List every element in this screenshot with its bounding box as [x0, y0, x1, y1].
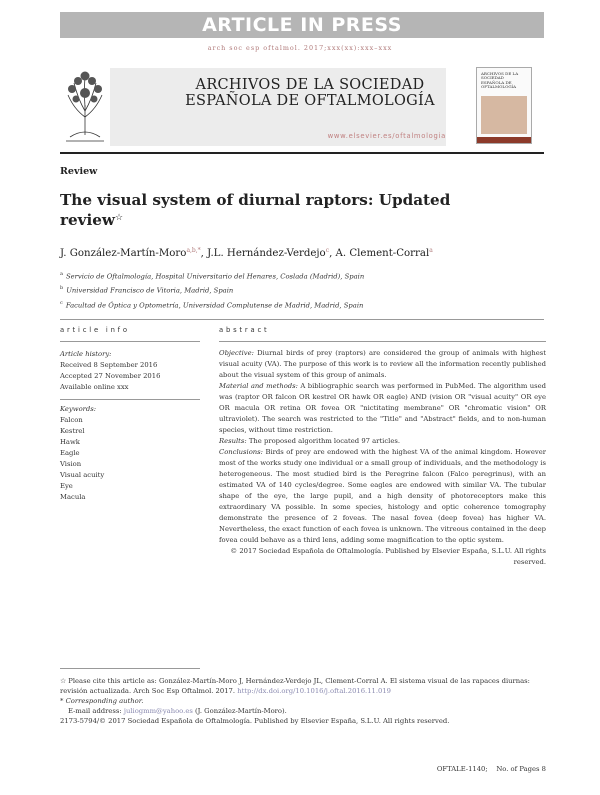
journal-name	[180, 77, 440, 109]
email-owner: (J. González-Martín-Moro).	[195, 707, 287, 715]
divider	[219, 341, 546, 342]
email-link[interactable]: juliogmm@yahoo.es	[123, 707, 193, 715]
affiliation-item	[60, 282, 544, 296]
cover-title: ARCHIVOS DE LA SOCIEDAD ESPAÑOLA DE OFTALMOLOGÍA	[481, 71, 519, 90]
methods-text: A bibliographic search was performed in PubMed. The algorithm used was (raptor OR falcon OR kestrel OR hawk OR eagle) AND (vision OR "visual acuity" OR eye OR macula OR retina OR fovea OR "nictitating membrane" OR "chromatic vision" OR ultraviolet). The search was restricted to the "Title" and "Abstract" fields, and to non-human species, without time restriction.	[219, 382, 546, 434]
author-separator: ,	[200, 248, 208, 259]
abstract-copyright: © 2017 Sociedad Española de Oftalmología. Published by Elsevier España, S.L.U. All rights reserved.	[230, 547, 546, 566]
citation-text: Please cite this article as: González-Martín-Moro J, Hernández-Verdejo JL, Clement-Corral A. El sistema visual de las rapaces diurnas: revisión actualizada. Arch Soc Esp Oftalmol. 2017.	[60, 677, 530, 695]
affiliation-text: Universidad Francisco de Vitoria, Madrid, Spain	[66, 286, 234, 295]
affiliation-item	[60, 268, 544, 282]
abstract-methods	[219, 381, 546, 436]
abstract-heading: abstract	[219, 326, 270, 334]
citation-footnote	[60, 676, 546, 696]
article-in-press-banner: ARTICLE IN PRESS	[60, 12, 544, 38]
journal-url-link[interactable]: www.elsevier.es/oftalmologia	[327, 132, 446, 140]
abstract-objective	[219, 348, 546, 381]
author-affiliation-mark[interactable]: c	[325, 247, 330, 254]
abstract-results	[219, 436, 546, 447]
affiliation-text: Servicio de Oftalmología, Hospital Universitario del Henares, Coslada (Madrid), Spain	[65, 272, 365, 281]
accepted-date: Accepted 27 November 2016	[60, 372, 161, 380]
abstract-body	[219, 348, 546, 568]
corresponding-mark: *	[60, 697, 64, 705]
affiliation-list	[60, 268, 544, 311]
article-info-heading: article info	[60, 326, 130, 334]
article-title	[60, 190, 500, 230]
journal-cover-thumbnail	[476, 67, 532, 144]
issn-line: 2173-5794/© 2017 Sociedad Española de Oftalmología. Published by Elsevier España, S.L.U. All rights reserved.	[60, 717, 450, 725]
corresponding-author-footnote	[60, 696, 546, 706]
divider	[60, 341, 200, 342]
results-label: Results:	[219, 437, 247, 445]
journal-name-line1: ARCHIVOS DE LA SOCIEDAD	[195, 77, 425, 93]
keyword: Kestrel	[60, 427, 85, 435]
divider	[60, 399, 200, 400]
email-footnote	[60, 706, 546, 716]
abstract-conclusions	[219, 447, 546, 546]
email-label: E-mail address:	[68, 707, 122, 715]
author-name: A. Clement-Corral	[335, 248, 430, 259]
affiliation-text: Facultad de Óptica y Optometría, Universidad Complutense de Madrid, Madrid, Spain	[65, 300, 364, 309]
keyword: Visual acuity	[60, 471, 105, 479]
conclusions-text: Birds of prey are endowed with the highest VA of the animal kingdom. However most of the works study one individual or a small group of individuals, and the methodology is heterogeneous. The most studied bird is the Peregrine falcon (Falco peregrinus), with an estimated VA of 140 cycles/degree. Some eagles are endowed with similar VA. The tubular shape of the eye, the large pupil, and a high density of photoreceptors make this extraordinary VA possible. In some species, histology and optic coherence tomography demonstrate the presence of 2 foveas. The nasal fovea (deep fovea) has higher VA. Nevertheless, the exact function of each fovea is unknown. The vitreous contained in the deep fovea could behave as a third lens, adding some magnification to the optic system.	[219, 448, 546, 544]
results-text: The proposed algorithm located 97 articles.	[248, 437, 400, 445]
cover-bar	[477, 137, 531, 143]
footnotes	[60, 676, 546, 726]
history-label: Article history:	[60, 350, 112, 358]
keyword: Eye	[60, 482, 73, 490]
received-date: Received 8 September 2016	[60, 361, 158, 369]
keyword: Vision	[60, 460, 82, 468]
affiliation-key: b	[60, 285, 64, 292]
title-footnote-mark[interactable]: ☆	[115, 213, 124, 223]
elsevier-tree-logo-icon	[60, 65, 110, 149]
author-name: J. González-Martín-Moro	[60, 248, 187, 259]
footnote-divider	[60, 668, 200, 669]
citation-mark: ☆	[60, 677, 67, 685]
affiliation-key: a	[60, 271, 63, 277]
journal-header	[60, 59, 544, 154]
author-list	[60, 248, 544, 259]
article-title-text: The visual system of diurnal raptors: Updated review	[60, 191, 451, 229]
affiliation-item	[60, 297, 544, 311]
conclusions-label: Conclusions:	[219, 448, 263, 456]
author-affiliation-mark[interactable]: a	[429, 247, 433, 254]
journal-name-line2: ESPAÑOLA DE OFTALMOLOGÍA	[185, 93, 435, 109]
objective-text: Diurnal birds of prey (raptors) are considered the group of animals with highest visual acuity (VA). The purpose of this work is to review all the information recently published about the visual system of this group of animals.	[219, 349, 546, 379]
section-label: Review	[60, 166, 98, 177]
keywords-label: Keywords:	[60, 405, 97, 413]
running-head: arch soc esp oftalmol. 2017;xxx(xx):xxx–xxx	[207, 44, 393, 52]
online-date: Available online xxx	[60, 383, 129, 391]
divider	[60, 319, 544, 320]
affiliation-key: c	[60, 299, 63, 306]
article-info	[60, 349, 200, 503]
keyword: Eagle	[60, 449, 80, 457]
cover-image	[481, 96, 527, 134]
methods-label: Material and methods:	[219, 382, 298, 390]
corresponding-label: Corresponding author.	[65, 697, 144, 705]
objective-label: Objective:	[219, 349, 254, 357]
keyword: Falcon	[60, 416, 83, 424]
page-footer: OFTALE-1140; No. of Pages 8	[436, 765, 546, 773]
author-name: J.L. Hernández-Verdejo	[207, 248, 326, 259]
keyword: Hawk	[60, 438, 80, 446]
author-separator: ,	[329, 248, 336, 259]
doi-link[interactable]: http://dx.doi.org/10.1016/j.oftal.2016.11.019	[237, 687, 391, 695]
author-affiliation-mark[interactable]: a,b,*	[186, 247, 201, 254]
keyword: Macula	[60, 493, 86, 501]
